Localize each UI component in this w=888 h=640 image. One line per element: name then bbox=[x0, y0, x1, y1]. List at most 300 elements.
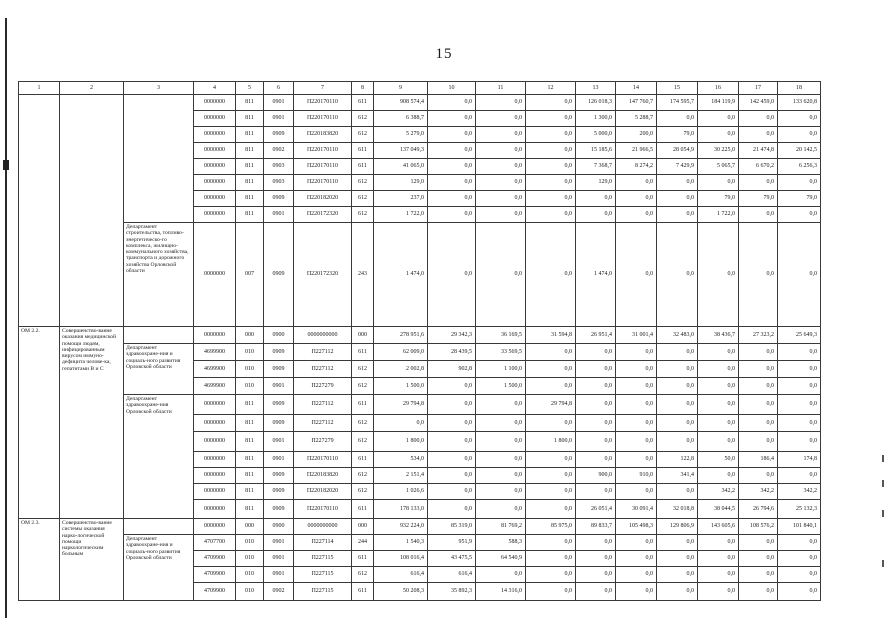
table-cell: 0,0 bbox=[739, 583, 778, 601]
table-cell: 0,0 bbox=[778, 468, 821, 484]
table-cell: 0900 bbox=[264, 519, 294, 535]
table-cell: 0,0 bbox=[778, 378, 821, 395]
table-cell: 0,0 bbox=[526, 468, 576, 484]
table-cell: П227279 bbox=[294, 378, 352, 395]
table-cell: 611 bbox=[352, 344, 374, 361]
table-cell: 1 026,6 bbox=[374, 484, 428, 500]
table-cell: 129,0 bbox=[576, 175, 616, 191]
table-cell: 79,0 bbox=[698, 191, 739, 207]
column-header: 2 bbox=[60, 82, 124, 95]
table-cell: 50 208,3 bbox=[374, 583, 428, 601]
table-cell: 0,0 bbox=[698, 344, 739, 361]
table-cell: 0,0 bbox=[657, 175, 698, 191]
table-cell: 010 bbox=[236, 378, 264, 395]
table-cell: 0,0 bbox=[739, 567, 778, 583]
table-cell: 1 474,0 bbox=[374, 223, 428, 327]
table-cell: 0909 bbox=[264, 223, 294, 327]
table-cell: 0000000 bbox=[194, 143, 236, 159]
table-cell: 29 794,8 bbox=[526, 395, 576, 415]
executor bbox=[124, 519, 194, 535]
table-cell: П227115 bbox=[294, 551, 352, 567]
table-cell: 0,0 bbox=[778, 535, 821, 551]
table-cell: 0,0 bbox=[526, 361, 576, 378]
table-cell: 611 bbox=[352, 159, 374, 175]
table-cell: 0901 bbox=[264, 551, 294, 567]
table-cell: 0,0 bbox=[778, 223, 821, 327]
margin-tick bbox=[882, 455, 884, 462]
table-cell: 29 794,8 bbox=[374, 395, 428, 415]
table-cell: 000 bbox=[352, 327, 374, 344]
table-cell: 5 279,0 bbox=[374, 127, 428, 143]
table-cell: 1 500,0 bbox=[476, 378, 526, 395]
table-cell: 0,0 bbox=[778, 344, 821, 361]
table-cell: 0,0 bbox=[428, 175, 476, 191]
table-cell: 89 833,7 bbox=[576, 519, 616, 535]
table-cell: 0,0 bbox=[428, 111, 476, 127]
table-cell: 0,0 bbox=[428, 95, 476, 111]
table-cell: 0909 bbox=[264, 484, 294, 500]
table-cell: 0000000000 bbox=[294, 519, 352, 535]
table-cell: 0,0 bbox=[526, 484, 576, 500]
table-cell: 20 142,5 bbox=[778, 143, 821, 159]
table-cell: 611 bbox=[352, 500, 374, 519]
table-cell: 4699900 bbox=[194, 344, 236, 361]
table-cell: 4699900 bbox=[194, 361, 236, 378]
executor bbox=[124, 327, 194, 344]
table-cell: 14 316,0 bbox=[476, 583, 526, 601]
table-cell: 0,0 bbox=[657, 583, 698, 601]
table-cell: 105 498,3 bbox=[616, 519, 657, 535]
table-cell: 612 bbox=[352, 484, 374, 500]
column-header: 1 bbox=[19, 82, 60, 95]
table-cell: 0,0 bbox=[526, 95, 576, 111]
table-cell: 31 001,4 bbox=[616, 327, 657, 344]
table-cell: 811 bbox=[236, 500, 264, 519]
table-cell: 010 bbox=[236, 567, 264, 583]
table-cell: 1 474,0 bbox=[576, 223, 616, 327]
table-cell: 0,0 bbox=[616, 361, 657, 378]
table-cell: 30 225,0 bbox=[698, 143, 739, 159]
table-cell: 62 009,0 bbox=[374, 344, 428, 361]
table-cell: 0,0 bbox=[739, 111, 778, 127]
table-cell: 0,0 bbox=[739, 344, 778, 361]
table-cell: 0,0 bbox=[698, 127, 739, 143]
table-cell: 4709900 bbox=[194, 583, 236, 601]
table-cell: 0903 bbox=[264, 175, 294, 191]
table-cell: 0,0 bbox=[476, 223, 526, 327]
table-cell: 26 051,4 bbox=[576, 500, 616, 519]
column-header: 13 bbox=[576, 82, 616, 95]
table-cell: 0,0 bbox=[428, 432, 476, 452]
column-header: 5 bbox=[236, 82, 264, 95]
table-cell: 0,0 bbox=[576, 191, 616, 207]
table-cell: 4709900 bbox=[194, 567, 236, 583]
table-cell: 0,0 bbox=[698, 378, 739, 395]
table-cell: 0909 bbox=[264, 191, 294, 207]
table-cell: 0903 bbox=[264, 159, 294, 175]
table-cell: 611 bbox=[352, 551, 374, 567]
table-cell: 0,0 bbox=[576, 535, 616, 551]
table-cell: 0,0 bbox=[576, 344, 616, 361]
table-cell: 26 794,6 bbox=[739, 500, 778, 519]
table-cell: П227115 bbox=[294, 567, 352, 583]
table-cell: 33 569,5 bbox=[476, 344, 526, 361]
table-cell: 0,0 bbox=[739, 207, 778, 223]
table-cell: 0,0 bbox=[476, 191, 526, 207]
table-cell: 811 bbox=[236, 468, 264, 484]
column-header: 17 bbox=[739, 82, 778, 95]
table-cell: 0,0 bbox=[778, 127, 821, 143]
table-cell: 0,0 bbox=[657, 207, 698, 223]
table-cell: 616,4 bbox=[374, 567, 428, 583]
table-cell: П220170110 bbox=[294, 159, 352, 175]
table-cell: П227112 bbox=[294, 361, 352, 378]
table-cell: П220170110 bbox=[294, 175, 352, 191]
table-cell: 0,0 bbox=[476, 415, 526, 432]
table-cell: 611 bbox=[352, 452, 374, 468]
table-cell: 2 151,4 bbox=[374, 468, 428, 484]
table-cell: 0,0 bbox=[778, 551, 821, 567]
table-cell: П227114 bbox=[294, 535, 352, 551]
table-cell: 85 319,0 bbox=[428, 519, 476, 535]
table-cell: 0,0 bbox=[428, 159, 476, 175]
margin-tick bbox=[882, 510, 884, 517]
table-cell: 237,0 bbox=[374, 191, 428, 207]
table-cell: 611 bbox=[352, 583, 374, 601]
table-cell: 0,0 bbox=[428, 415, 476, 432]
table-cell: 0000000 bbox=[194, 395, 236, 415]
table-cell: 811 bbox=[236, 143, 264, 159]
table-cell: 611 bbox=[352, 143, 374, 159]
table-cell: 0,0 bbox=[476, 111, 526, 127]
table-cell: 0,0 bbox=[778, 361, 821, 378]
table-cell: 147 760,7 bbox=[616, 95, 657, 111]
table-cell: 811 bbox=[236, 175, 264, 191]
table-cell: 0,0 bbox=[616, 484, 657, 500]
table-cell: 122,8 bbox=[657, 452, 698, 468]
table-cell: 7 368,7 bbox=[576, 159, 616, 175]
table-cell: 4709900 bbox=[194, 551, 236, 567]
table-cell: П220170110 bbox=[294, 111, 352, 127]
table-cell: 951,9 bbox=[428, 535, 476, 551]
table-cell: 32 018,8 bbox=[657, 500, 698, 519]
table-cell: 1 100,0 bbox=[476, 361, 526, 378]
table-cell: 25 132,3 bbox=[778, 500, 821, 519]
table-cell: 174 595,7 bbox=[657, 95, 698, 111]
table-cell: 0,0 bbox=[476, 143, 526, 159]
table-cell: 25 649,3 bbox=[778, 327, 821, 344]
table-cell: 0,0 bbox=[428, 484, 476, 500]
table-cell: 0,0 bbox=[778, 567, 821, 583]
table-cell: 0,0 bbox=[616, 207, 657, 223]
table-cell: 0,0 bbox=[476, 159, 526, 175]
column-header: 8 bbox=[352, 82, 374, 95]
table-cell: 612 bbox=[352, 361, 374, 378]
table-cell: 0000000 bbox=[194, 95, 236, 111]
table-cell: 0000000 bbox=[194, 207, 236, 223]
executor: Департамент здравоохране-ния и социаль-ного развития Орловской области bbox=[124, 535, 194, 601]
table-cell: П227279 bbox=[294, 432, 352, 452]
table-cell: 50,0 bbox=[698, 452, 739, 468]
table-cell: П220182020 bbox=[294, 484, 352, 500]
table-cell: 0000000 bbox=[194, 519, 236, 535]
table-cell: 0000000 bbox=[194, 484, 236, 500]
column-header: 15 bbox=[657, 82, 698, 95]
table-cell: П227115 bbox=[294, 583, 352, 601]
table-cell: 0901 bbox=[264, 452, 294, 468]
table-cell: 0,0 bbox=[778, 207, 821, 223]
table-cell: 342,2 bbox=[778, 484, 821, 500]
table-cell: 0,0 bbox=[616, 223, 657, 327]
table-cell: 36 169,5 bbox=[476, 327, 526, 344]
table-cell: 000 bbox=[236, 327, 264, 344]
table-cell: 908 574,4 bbox=[374, 95, 428, 111]
column-header: 9 bbox=[374, 82, 428, 95]
table-cell: 611 bbox=[352, 395, 374, 415]
table-cell: 612 bbox=[352, 175, 374, 191]
executor: Департамент здравоохране-ния Орловской области bbox=[124, 395, 194, 519]
table-cell: 811 bbox=[236, 432, 264, 452]
table-cell: 0,0 bbox=[476, 207, 526, 223]
table-cell: 0000000 bbox=[194, 159, 236, 175]
table-cell: 129,0 bbox=[374, 175, 428, 191]
table-cell: 0,0 bbox=[778, 175, 821, 191]
table-cell: 811 bbox=[236, 452, 264, 468]
table-cell: 4699900 bbox=[194, 378, 236, 395]
table-cell: 1 540,3 bbox=[374, 535, 428, 551]
table-cell: 0,0 bbox=[428, 395, 476, 415]
table-cell: 0,0 bbox=[739, 415, 778, 432]
table-cell: П227112 bbox=[294, 415, 352, 432]
table-cell: 0,0 bbox=[526, 175, 576, 191]
table-cell: 0,0 bbox=[616, 551, 657, 567]
table-cell: 0909 bbox=[264, 468, 294, 484]
table-cell: 0901 bbox=[264, 432, 294, 452]
table-cell: 0,0 bbox=[526, 378, 576, 395]
table-cell: 0,0 bbox=[698, 468, 739, 484]
table-cell: 0,0 bbox=[739, 361, 778, 378]
table-cell: 6 670,2 bbox=[739, 159, 778, 175]
table-cell: 0,0 bbox=[698, 223, 739, 327]
table-cell: 43 475,5 bbox=[428, 551, 476, 567]
table-cell: 142 459,0 bbox=[739, 95, 778, 111]
table-cell: 0,0 bbox=[526, 535, 576, 551]
table-cell: 108 576,2 bbox=[739, 519, 778, 535]
table-cell: 007 bbox=[236, 223, 264, 327]
table-cell: 243 bbox=[352, 223, 374, 327]
table-cell: 0,0 bbox=[576, 484, 616, 500]
table-row bbox=[19, 344, 821, 361]
table-cell: 0000000 bbox=[194, 327, 236, 344]
table-cell: 38 044,5 bbox=[698, 500, 739, 519]
table-cell: 1 722,0 bbox=[374, 207, 428, 223]
table-cell: 588,3 bbox=[476, 535, 526, 551]
table-cell: 0,0 bbox=[616, 378, 657, 395]
table-cell: 612 bbox=[352, 567, 374, 583]
table-cell: 612 bbox=[352, 127, 374, 143]
header-row bbox=[19, 82, 821, 95]
table-cell: 811 bbox=[236, 484, 264, 500]
column-header: 16 bbox=[698, 82, 739, 95]
table-cell: 0909 bbox=[264, 415, 294, 432]
table-cell: 1 800,0 bbox=[374, 432, 428, 452]
table-cell: 0,0 bbox=[526, 159, 576, 175]
table-cell: 010 bbox=[236, 583, 264, 601]
table-cell: 0,0 bbox=[526, 500, 576, 519]
table-cell: 0000000 bbox=[194, 500, 236, 519]
table-cell: 0,0 bbox=[576, 207, 616, 223]
table-cell: 0,0 bbox=[739, 468, 778, 484]
column-header: 12 bbox=[526, 82, 576, 95]
table-cell: 0000000 bbox=[194, 175, 236, 191]
table-cell: 178 133,0 bbox=[374, 500, 428, 519]
table-cell: 612 bbox=[352, 415, 374, 432]
table-cell: 0,0 bbox=[526, 111, 576, 127]
table-cell: 342,2 bbox=[739, 484, 778, 500]
group-title: Совершенство-вание оказания медицинской помощи людям, инфицированным вирусом иммуно-дефицита челове-ка, гепатитами В и С bbox=[60, 327, 124, 519]
table-cell: 0,0 bbox=[476, 468, 526, 484]
executor bbox=[124, 95, 194, 223]
table-cell: 612 bbox=[352, 191, 374, 207]
table-cell: 0,0 bbox=[657, 344, 698, 361]
table-cell: 0,0 bbox=[428, 223, 476, 327]
table-cell: 35 892,3 bbox=[428, 583, 476, 601]
table-cell: 0,0 bbox=[657, 191, 698, 207]
table-cell: 0901 bbox=[264, 535, 294, 551]
column-header: 4 bbox=[194, 82, 236, 95]
table-cell: 534,0 bbox=[374, 452, 428, 468]
table-cell: 811 bbox=[236, 127, 264, 143]
table-cell: 32 483,0 bbox=[657, 327, 698, 344]
table-row bbox=[19, 519, 821, 535]
table-cell: 616,4 bbox=[428, 567, 476, 583]
table-cell: 0901 bbox=[264, 111, 294, 127]
table-cell: 000 bbox=[352, 519, 374, 535]
table-cell: 0909 bbox=[264, 361, 294, 378]
table-cell: 0909 bbox=[264, 395, 294, 415]
table-cell: 0,0 bbox=[476, 127, 526, 143]
table-cell: 900,0 bbox=[576, 468, 616, 484]
table-cell: 811 bbox=[236, 415, 264, 432]
table-cell: П220170110 bbox=[294, 500, 352, 519]
table-cell: 0,0 bbox=[616, 567, 657, 583]
table-row bbox=[19, 327, 821, 344]
table-cell: 186,4 bbox=[739, 452, 778, 468]
group-code bbox=[19, 95, 60, 327]
table-cell: 15 185,6 bbox=[576, 143, 616, 159]
table-cell: 0,0 bbox=[698, 567, 739, 583]
table-cell: 010 bbox=[236, 361, 264, 378]
table-cell: 0,0 bbox=[778, 415, 821, 432]
table-cell: 1 722,0 bbox=[698, 207, 739, 223]
table-cell: П220170110 bbox=[294, 95, 352, 111]
table-cell: 0,0 bbox=[476, 567, 526, 583]
table-row bbox=[19, 95, 821, 111]
table-cell: 0,0 bbox=[476, 432, 526, 452]
table-cell: 0,0 bbox=[576, 583, 616, 601]
table-cell: 0000000 bbox=[194, 415, 236, 432]
table-cell: 0000000 bbox=[194, 223, 236, 327]
table-cell: 64 540,9 bbox=[476, 551, 526, 567]
table-cell: 0,0 bbox=[428, 468, 476, 484]
table-cell: 0000000 bbox=[194, 432, 236, 452]
table-cell: 0,0 bbox=[526, 583, 576, 601]
table-cell: П220172320 bbox=[294, 223, 352, 327]
table-cell: 0902 bbox=[264, 583, 294, 601]
table-cell: 612 bbox=[352, 111, 374, 127]
table-cell: 0901 bbox=[264, 95, 294, 111]
table-cell: 0000000 bbox=[194, 191, 236, 207]
table-cell: 0,0 bbox=[576, 432, 616, 452]
table-cell: 0,0 bbox=[526, 551, 576, 567]
table-cell: 0,0 bbox=[698, 111, 739, 127]
table-cell: 7 429,9 bbox=[657, 159, 698, 175]
table-cell: 137 049,3 bbox=[374, 143, 428, 159]
table-cell: 0,0 bbox=[739, 395, 778, 415]
table-cell: 342,2 bbox=[698, 484, 739, 500]
table-cell: 0,0 bbox=[778, 111, 821, 127]
table-cell: 0,0 bbox=[778, 432, 821, 452]
table-cell: 2 002,8 bbox=[374, 361, 428, 378]
table-cell: 811 bbox=[236, 207, 264, 223]
table-cell: 0,0 bbox=[428, 500, 476, 519]
table-cell: 0,0 bbox=[576, 395, 616, 415]
table-cell: 0,0 bbox=[739, 378, 778, 395]
table-cell: 174,8 bbox=[778, 452, 821, 468]
table-cell: 30 091,4 bbox=[616, 500, 657, 519]
table-cell: 0,0 bbox=[526, 143, 576, 159]
table-cell: 0,0 bbox=[576, 415, 616, 432]
table-cell: 85 975,0 bbox=[526, 519, 576, 535]
page-number: 15 bbox=[435, 46, 453, 62]
table-cell: 0000000 bbox=[194, 452, 236, 468]
table-cell: 0,0 bbox=[476, 395, 526, 415]
column-header: 18 bbox=[778, 82, 821, 95]
table-cell: 0,0 bbox=[526, 415, 576, 432]
table-cell: 0909 bbox=[264, 344, 294, 361]
table-cell: 5 288,7 bbox=[616, 111, 657, 127]
table-cell: 27 323,2 bbox=[739, 327, 778, 344]
table-cell: 0,0 bbox=[576, 452, 616, 468]
table-cell: 0,0 bbox=[698, 551, 739, 567]
table-cell: 0,0 bbox=[657, 395, 698, 415]
table-cell: 0000000 bbox=[194, 111, 236, 127]
table-cell: 0,0 bbox=[657, 535, 698, 551]
table-cell: 41 065,0 bbox=[374, 159, 428, 175]
table-cell: 0,0 bbox=[576, 551, 616, 567]
table-cell: 0,0 bbox=[616, 415, 657, 432]
table-cell: 26 951,4 bbox=[576, 327, 616, 344]
table-cell: 0,0 bbox=[616, 583, 657, 601]
table-cell: 811 bbox=[236, 159, 264, 175]
table-cell: 29 342,3 bbox=[428, 327, 476, 344]
table-cell: 0,0 bbox=[698, 361, 739, 378]
table-cell: 0,0 bbox=[476, 452, 526, 468]
table-cell: 0,0 bbox=[476, 95, 526, 111]
table-row bbox=[19, 535, 821, 551]
table-cell: 0,0 bbox=[698, 395, 739, 415]
table-cell: П220182020 bbox=[294, 191, 352, 207]
table-cell: 612 bbox=[352, 378, 374, 395]
table-cell: 0,0 bbox=[657, 567, 698, 583]
table-cell: П220172320 bbox=[294, 207, 352, 223]
table-cell: 0,0 bbox=[616, 344, 657, 361]
left-binding-line bbox=[5, 18, 7, 618]
table-row bbox=[19, 395, 821, 415]
executor: Департамент здравоохране-ния и социаль-ного развития Орловской области bbox=[124, 344, 194, 395]
table-cell: 0000000000 bbox=[294, 327, 352, 344]
table-cell: 0,0 bbox=[778, 395, 821, 415]
